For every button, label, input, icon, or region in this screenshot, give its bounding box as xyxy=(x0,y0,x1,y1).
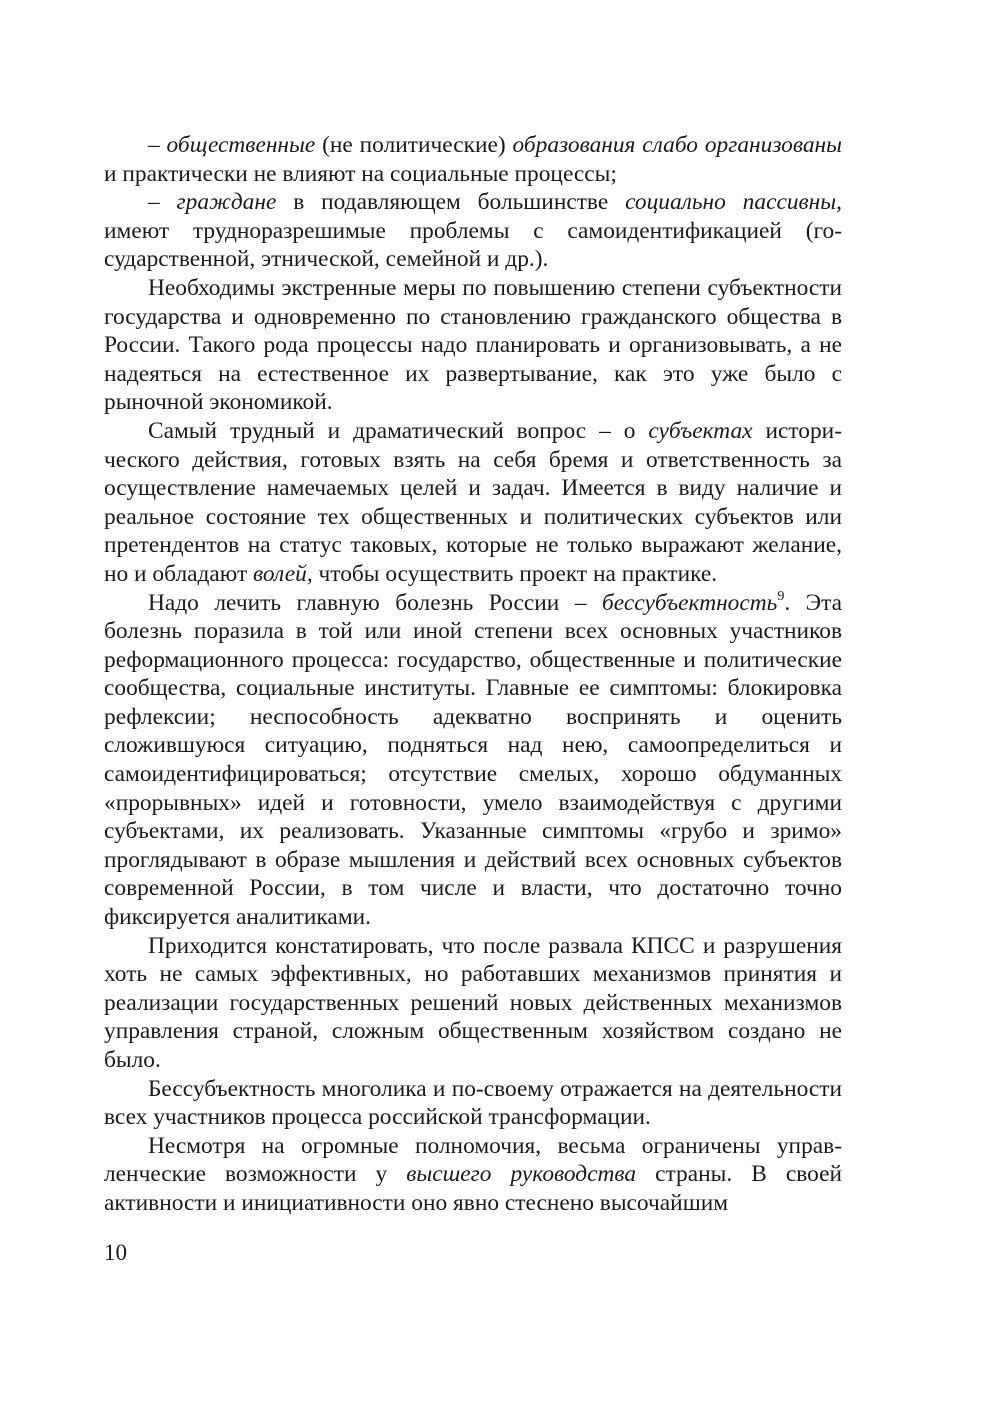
text-segment: Несмотря на огромные полномочия, весьма ограничены управленческие возможности у xyxy=(104,1132,842,1188)
footnote-marker: 9 xyxy=(777,588,785,604)
paragraph xyxy=(104,1075,842,1132)
text-segment: имеют трудноразрешимые проблемы с самоидентификацией (государственной, этнической, семейной и др.). xyxy=(104,217,842,273)
paragraph xyxy=(104,274,842,417)
paragraph xyxy=(104,131,842,188)
text-segment: Самый трудный и драматический вопрос – о xyxy=(148,417,649,444)
italic-text: – общественные xyxy=(148,132,316,158)
paragraph xyxy=(104,417,842,589)
text-segment: чтобы осуществить проект на практике. xyxy=(312,560,718,587)
text-segment: . Эта болезнь поразила в той или иной степени всех основных участников реформационного процесса: государство, общественные и политические сообщества, социальные институты. Главные ее симптомы: блокировка рефлексии; неспособность адекватно воспринять и оценить сложившуюся ситуацию, подняться над нею, самоопределиться и самоидентифицироваться; отсутствие смелых, хорошо обдуманных «прорывных» идей и готовности, умело взаимодействуя с другими субъектами, их реализовать. Указанные симптомы «грубо и зримо» проглядывают в образе мышления и действий всех основных субъектов современной России, в том числе и власти, что достаточно точно фиксируется аналитиками. xyxy=(104,589,843,931)
italic-text: высшего руководства xyxy=(406,1161,637,1188)
italic-text: социально пассивны, xyxy=(625,189,842,216)
text-segment: Бессубъектность многолика и по-своему отражается на деятельности всех участников процесса российской трансформации. xyxy=(104,1075,842,1131)
paragraph xyxy=(104,932,842,1075)
text-segment: Необходимы экстренные меры по повышению степени субъектности государства и одновременно по становлению гражданского общества в России. Такого рода процессы надо планировать и организовывать, а не надеяться на естественное их развертывание, как это уже было с рыночной экономикой. xyxy=(104,274,842,416)
text-segment: исторического действия, готовых взять на себя бремя и ответственность за осуществление намечаемых целей и задач. Имеется в виду наличие и реальное состояние тех общественных и политических субъектов или претендентов на статус таковых, которые не только выражают желание, но и обладают xyxy=(104,417,842,587)
text-segment: страны. В своей активности и инициативности оно явно стеснено высочайшим xyxy=(104,1161,842,1216)
text-segment: Надо лечить главную болезнь России – xyxy=(148,589,603,616)
italic-text: волей, xyxy=(253,560,313,587)
text-segment: Приходится констатировать, что после развала КПСС и разрушения хоть не самых эффективных, но работавших механизмов принятия и реализации государственных решений новых действенных механизмов управления страной, сложным общественным хозяйством создано не было. xyxy=(104,932,842,1073)
italic-text: бессубъектность xyxy=(602,589,778,616)
page-number: 10 xyxy=(104,1240,127,1265)
text-segment: и практически не влияют на социальные процессы; xyxy=(104,160,617,187)
italic-text: образования слабо организованы xyxy=(512,132,843,158)
paragraph xyxy=(104,1132,842,1218)
italic-text: субъектах xyxy=(648,417,753,444)
page-body xyxy=(104,131,842,1218)
paragraph xyxy=(104,188,842,274)
text-segment: в подавляющем большинстве xyxy=(276,189,626,216)
italic-text: – граждане xyxy=(148,189,277,216)
paragraph xyxy=(104,589,842,932)
text-segment: (не политические) xyxy=(315,132,513,158)
